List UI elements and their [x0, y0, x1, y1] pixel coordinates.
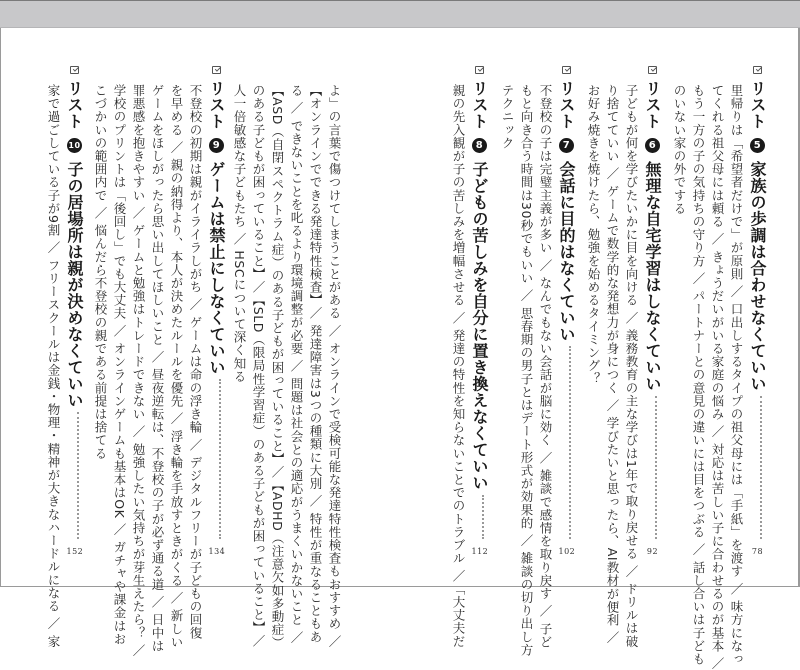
toc-entry-6[interactable]: [641, 66, 664, 556]
toc-summary-line: る ／ できないことを叱るより環境調整が必要 ／ 問題は社会との適応がうまくいかないこと ／: [289, 84, 304, 644]
viewer-top-bar: [0, 0, 800, 28]
dotted-leader: [219, 379, 221, 539]
dotted-leader: [77, 412, 79, 539]
dotted-leader: [569, 346, 571, 539]
dotted-leader: [760, 396, 762, 540]
checkbox-icon: [475, 66, 484, 74]
dotted-leader: [655, 396, 657, 540]
toc-summary-line: こづかいの範囲内で ／ 悩んだら不登校の親である前提は捨てる: [93, 84, 108, 460]
toc-summary-line: 家で過ごしている子が9割 ／ フリースクールは金銭・物理・精神が大きなハードルになる ／ 家: [46, 84, 61, 648]
page-number: 78: [751, 547, 764, 556]
toc-summary-line: 不登校の初期は親がイライラしがち ／ ゲームは命の浮き輪 ／ デジタルフリーが子どもの回復: [188, 84, 203, 640]
page-number: 102: [558, 547, 576, 556]
checkbox-icon: [212, 66, 221, 74]
circled-number: 8: [472, 138, 487, 153]
toc-summary-line: 里帰りは「希望者だけで」が原則 ／ 口出しするタイプの祖父母には「手紙」を渡す ／ 味方になっ: [729, 84, 744, 666]
checkbox-icon: [70, 66, 79, 74]
list-label: リスト: [470, 80, 489, 130]
toc-summary-line: 【ASD（自閉スペクトラム症）のある子どもが困っていること】／【ADHD（注意欠如多動症）: [270, 84, 285, 650]
toc-summary-line: を早める ／ 親の納得より、本人が決めたルールを優先 ／ 浮き輪を手放すときがくる ／ 新しい: [169, 84, 184, 649]
toc-entry-10[interactable]: [63, 66, 86, 556]
toc-summary-line: 親の先入観が子の苦しみを増幅させる ／ 発達の特性を知らないことでのトラブル ／「大丈夫だ: [451, 84, 466, 648]
page-number: 92: [646, 547, 659, 556]
circled-number: 9: [209, 138, 224, 153]
page-number: 112: [471, 547, 489, 556]
toc-summary-line: り捨てていい ／ ゲームで数学的な発想力が身につく ／ 学びたいと思ったら、AI教材が便利 ／: [605, 84, 620, 645]
list-label: リスト: [748, 80, 767, 130]
list-label: リスト: [207, 80, 226, 130]
toc-title: 家族の歩調は合わせなくていい: [748, 160, 767, 392]
circled-number: 6: [645, 138, 660, 153]
toc-summary-line: テクニック: [500, 84, 515, 150]
page-number: 152: [66, 547, 84, 556]
list-label: リスト: [557, 80, 576, 130]
dotted-leader: [482, 495, 484, 540]
circled-number: 5: [750, 138, 765, 153]
circled-number: 7: [559, 138, 574, 153]
toc-summary-line: 【オンラインでできる発達特性検査】／ 発達障害は3つの種類に大別 ／ 特性が重なることもあ: [308, 84, 323, 644]
toc-summary-line: 子どもが何を学びたいかに目を向ける ／ 義務教育の主な学びは1年で取り戻せる ／ ドリルは破: [624, 84, 639, 648]
toc-summary-line: お好み焼きを焼けたら、勉強を始めるタイミング？: [586, 84, 601, 386]
page-number: 134: [208, 547, 226, 556]
toc-entry-9[interactable]: [205, 66, 228, 556]
toc-entry-8[interactable]: [468, 66, 491, 556]
list-label: リスト: [643, 80, 662, 130]
toc-summary-line: てくれる祖父母には頼る ／ きょうだいがいる家庭の悩み ／ 対応は苦しい子に合わせるのが基本 ／: [710, 84, 725, 670]
toc-summary-line: よ」の言葉で傷つけてしまうことがある ／ オンラインで受検可能な発達特性検査もおすすめ ／: [327, 84, 342, 648]
toc-summary-line: ゲームをほしがったら思い出してほしいこと ／ 昼夜逆転は、不登校の子が必ず通る道 ／ 日中は: [150, 84, 165, 653]
toc-title: 子の居場所は親が決めなくていい: [65, 160, 84, 408]
list-label: リスト: [65, 80, 84, 130]
toc-title: 無理な自宅学習はしなくていい: [643, 160, 662, 392]
toc-title: ゲームは禁止にしなくていい: [207, 160, 226, 375]
toc-summary-line: もう一方の子の気持ちの守り方 ／ パートナーとの意見の違いには目をつぶる ／ 話し合いは子ども: [691, 84, 706, 666]
checkbox-icon: [753, 66, 762, 74]
toc-summary-line: 人一倍敏感な子どもたち ／ HSCについて深く知る: [232, 84, 247, 384]
toc-summary-line: 不登校の子は完璧主義が多い ／ なんでもない会話が脳に効く ／ 雑談で感情を取り戻す ／ 子ど: [538, 84, 553, 649]
toc-summary-line: のある子どもが困っていること】／【SLD（限局性学習症）のある子どもが困っていること】／: [251, 84, 266, 648]
toc-title: 子どもの苦しみを自分に置き換えなくていい: [470, 160, 489, 491]
checkbox-icon: [562, 66, 571, 74]
checkbox-icon: [648, 66, 657, 74]
toc-summary-line: のいない家の外でする: [672, 84, 687, 215]
toc-entry-7[interactable]: [555, 66, 578, 556]
circled-number: 10: [67, 138, 82, 153]
toc-entry-5[interactable]: [746, 66, 769, 556]
toc-title: 会話に目的はなくていい: [557, 160, 576, 342]
toc-summary-line: もと向き合う時間は30秒でもいい ／ 思春期の男子とはデート形式が効果的 ／ 雑談の切り出し方: [519, 84, 534, 657]
toc-summary-line: 罪悪感を抱きやすい ／ ゲームと勉強はトレードできない ／ 勉強したい気持ちが芽生えたら？ ／: [131, 84, 146, 658]
toc-summary-line: 学校のプリントは「後回し」でも大丈夫 ／ オンラインゲームも基本はOK ／ ガチャや課金はお: [112, 84, 127, 646]
